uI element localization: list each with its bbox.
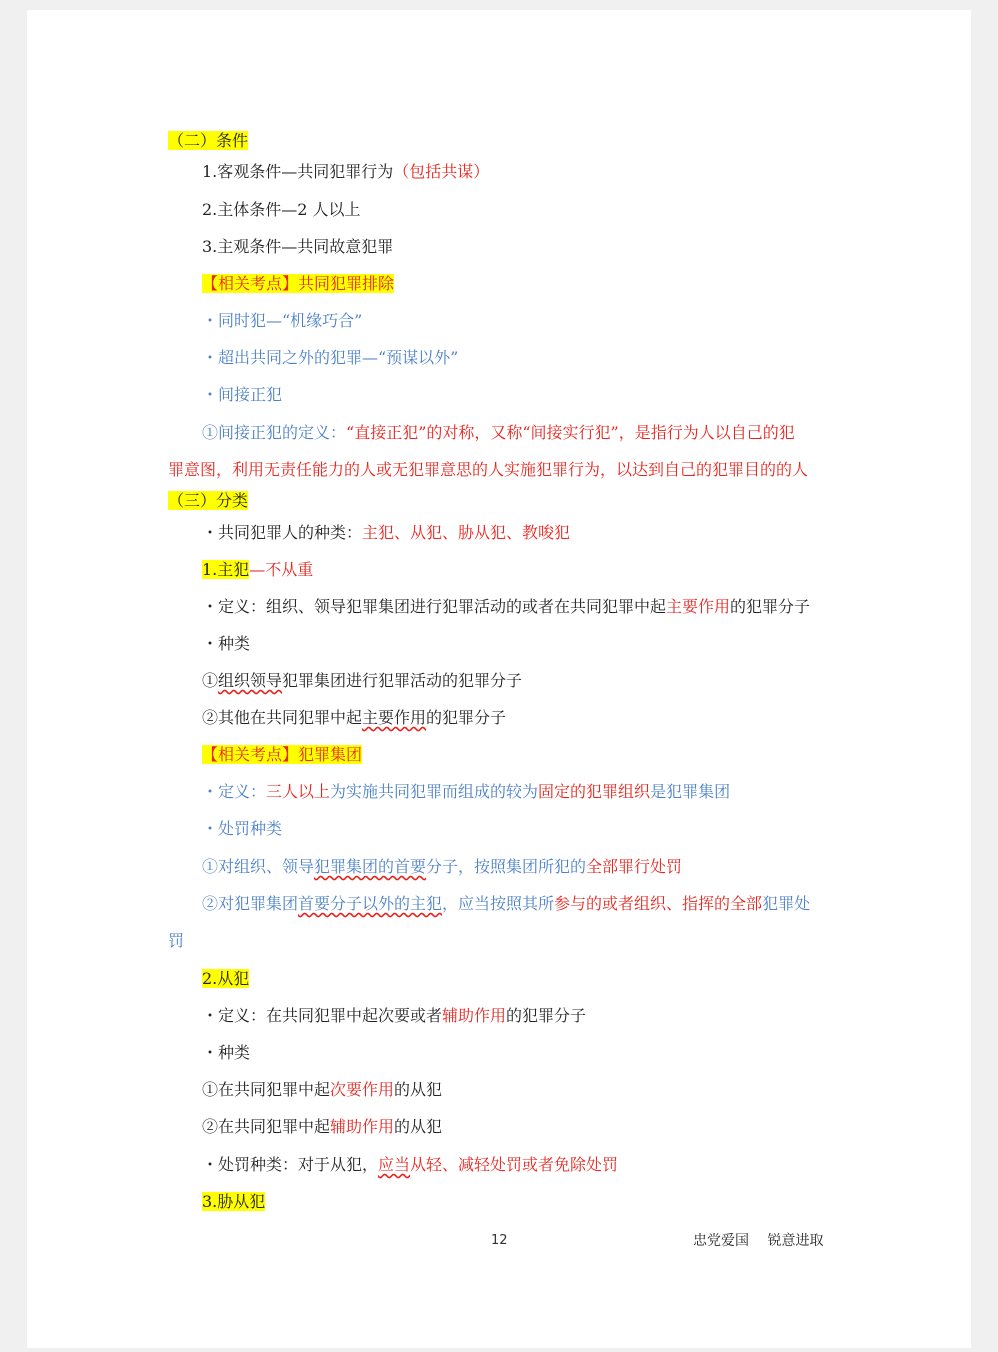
related-point-criminal-group: 【相关考点】犯罪集团 bbox=[202, 745, 363, 764]
punishment-rule-2-cont: 罚 bbox=[168, 931, 185, 950]
condition-subjective: 3.主观条件—共同故意犯罪 bbox=[202, 237, 394, 256]
principal-type-2: ②其他在共同犯罪中起主要作用的犯罪分子 bbox=[202, 708, 507, 727]
criminal-group-definition: ・定义：三人以上为实施共同犯罪而组成的较为固定的犯罪组织是犯罪集团 bbox=[202, 782, 731, 801]
punishment-rule-2: ②对犯罪集团首要分子以外的主犯，应当按照其所参与的或者组织、指挥的全部犯罪处 bbox=[202, 894, 811, 913]
related-point-exclusion: 【相关考点】共同犯罪排除 bbox=[202, 274, 395, 293]
punishment-rule-1: ①对组织、领导犯罪集团的首要分子，按照集团所犯的全部罪行处罚 bbox=[202, 857, 683, 876]
accessory-punishment: ・处罚种类：对于从犯，应当从轻、减轻处罚或者免除处罚 bbox=[202, 1155, 619, 1174]
exclusion-item-1: ・同时犯—“机缘巧合” bbox=[202, 311, 363, 330]
accomplice-types: ・共同犯罪人的种类：主犯、从犯、胁从犯、教唆犯 bbox=[202, 523, 571, 542]
section-heading-classification: （三）分类 bbox=[168, 491, 249, 510]
principal-offender-heading: 1.主犯—不从重 bbox=[202, 560, 314, 579]
accessory-heading: 2.从犯 bbox=[202, 969, 250, 988]
punishment-types-label: ・处罚种类 bbox=[202, 819, 283, 838]
accessory-definition: ・定义：在共同犯罪中起次要或者辅助作用的犯罪分子 bbox=[202, 1006, 587, 1025]
exclusion-item-2: ・超出共同之外的犯罪—“预谋以外” bbox=[202, 348, 459, 367]
coerced-accomplice-heading: 3.胁从犯 bbox=[202, 1192, 266, 1211]
exclusion-item-3: ・间接正犯 bbox=[202, 385, 283, 404]
indirect-principal-definition-cont: 罪意图，利用无责任能力的人或无犯罪意思的人实施犯罪行为，以达到自己的犯罪目的的人 bbox=[168, 460, 809, 479]
page-number: 12 bbox=[491, 1233, 508, 1248]
principal-definition: ・定义：组织、领导犯罪集团进行犯罪活动的或者在共同犯罪中起主要作用的犯罪分子 bbox=[202, 597, 811, 616]
principal-type-1: ①组织领导犯罪集团进行犯罪活动的犯罪分子 bbox=[202, 671, 523, 690]
footer-slogan: 忠党爱国 锐意进取 bbox=[693, 1233, 824, 1249]
document-page bbox=[27, 10, 971, 1348]
indirect-principal-definition: ①间接正犯的定义：“直接正犯”的对称，又称“间接实行犯”，是指行为人以自己的犯 bbox=[202, 423, 795, 442]
principal-types-label: ・种类 bbox=[202, 634, 251, 653]
accessory-type-2: ②在共同犯罪中起辅助作用的从犯 bbox=[202, 1117, 443, 1136]
accessory-types-label: ・种类 bbox=[202, 1043, 251, 1062]
condition-subject: 2.主体条件—2 人以上 bbox=[202, 200, 361, 219]
condition-objective: 1.客观条件—共同犯罪行为（包括共谋） bbox=[202, 162, 490, 181]
accessory-type-1: ①在共同犯罪中起次要作用的从犯 bbox=[202, 1080, 443, 1099]
section-heading-conditions: （二）条件 bbox=[168, 131, 249, 150]
